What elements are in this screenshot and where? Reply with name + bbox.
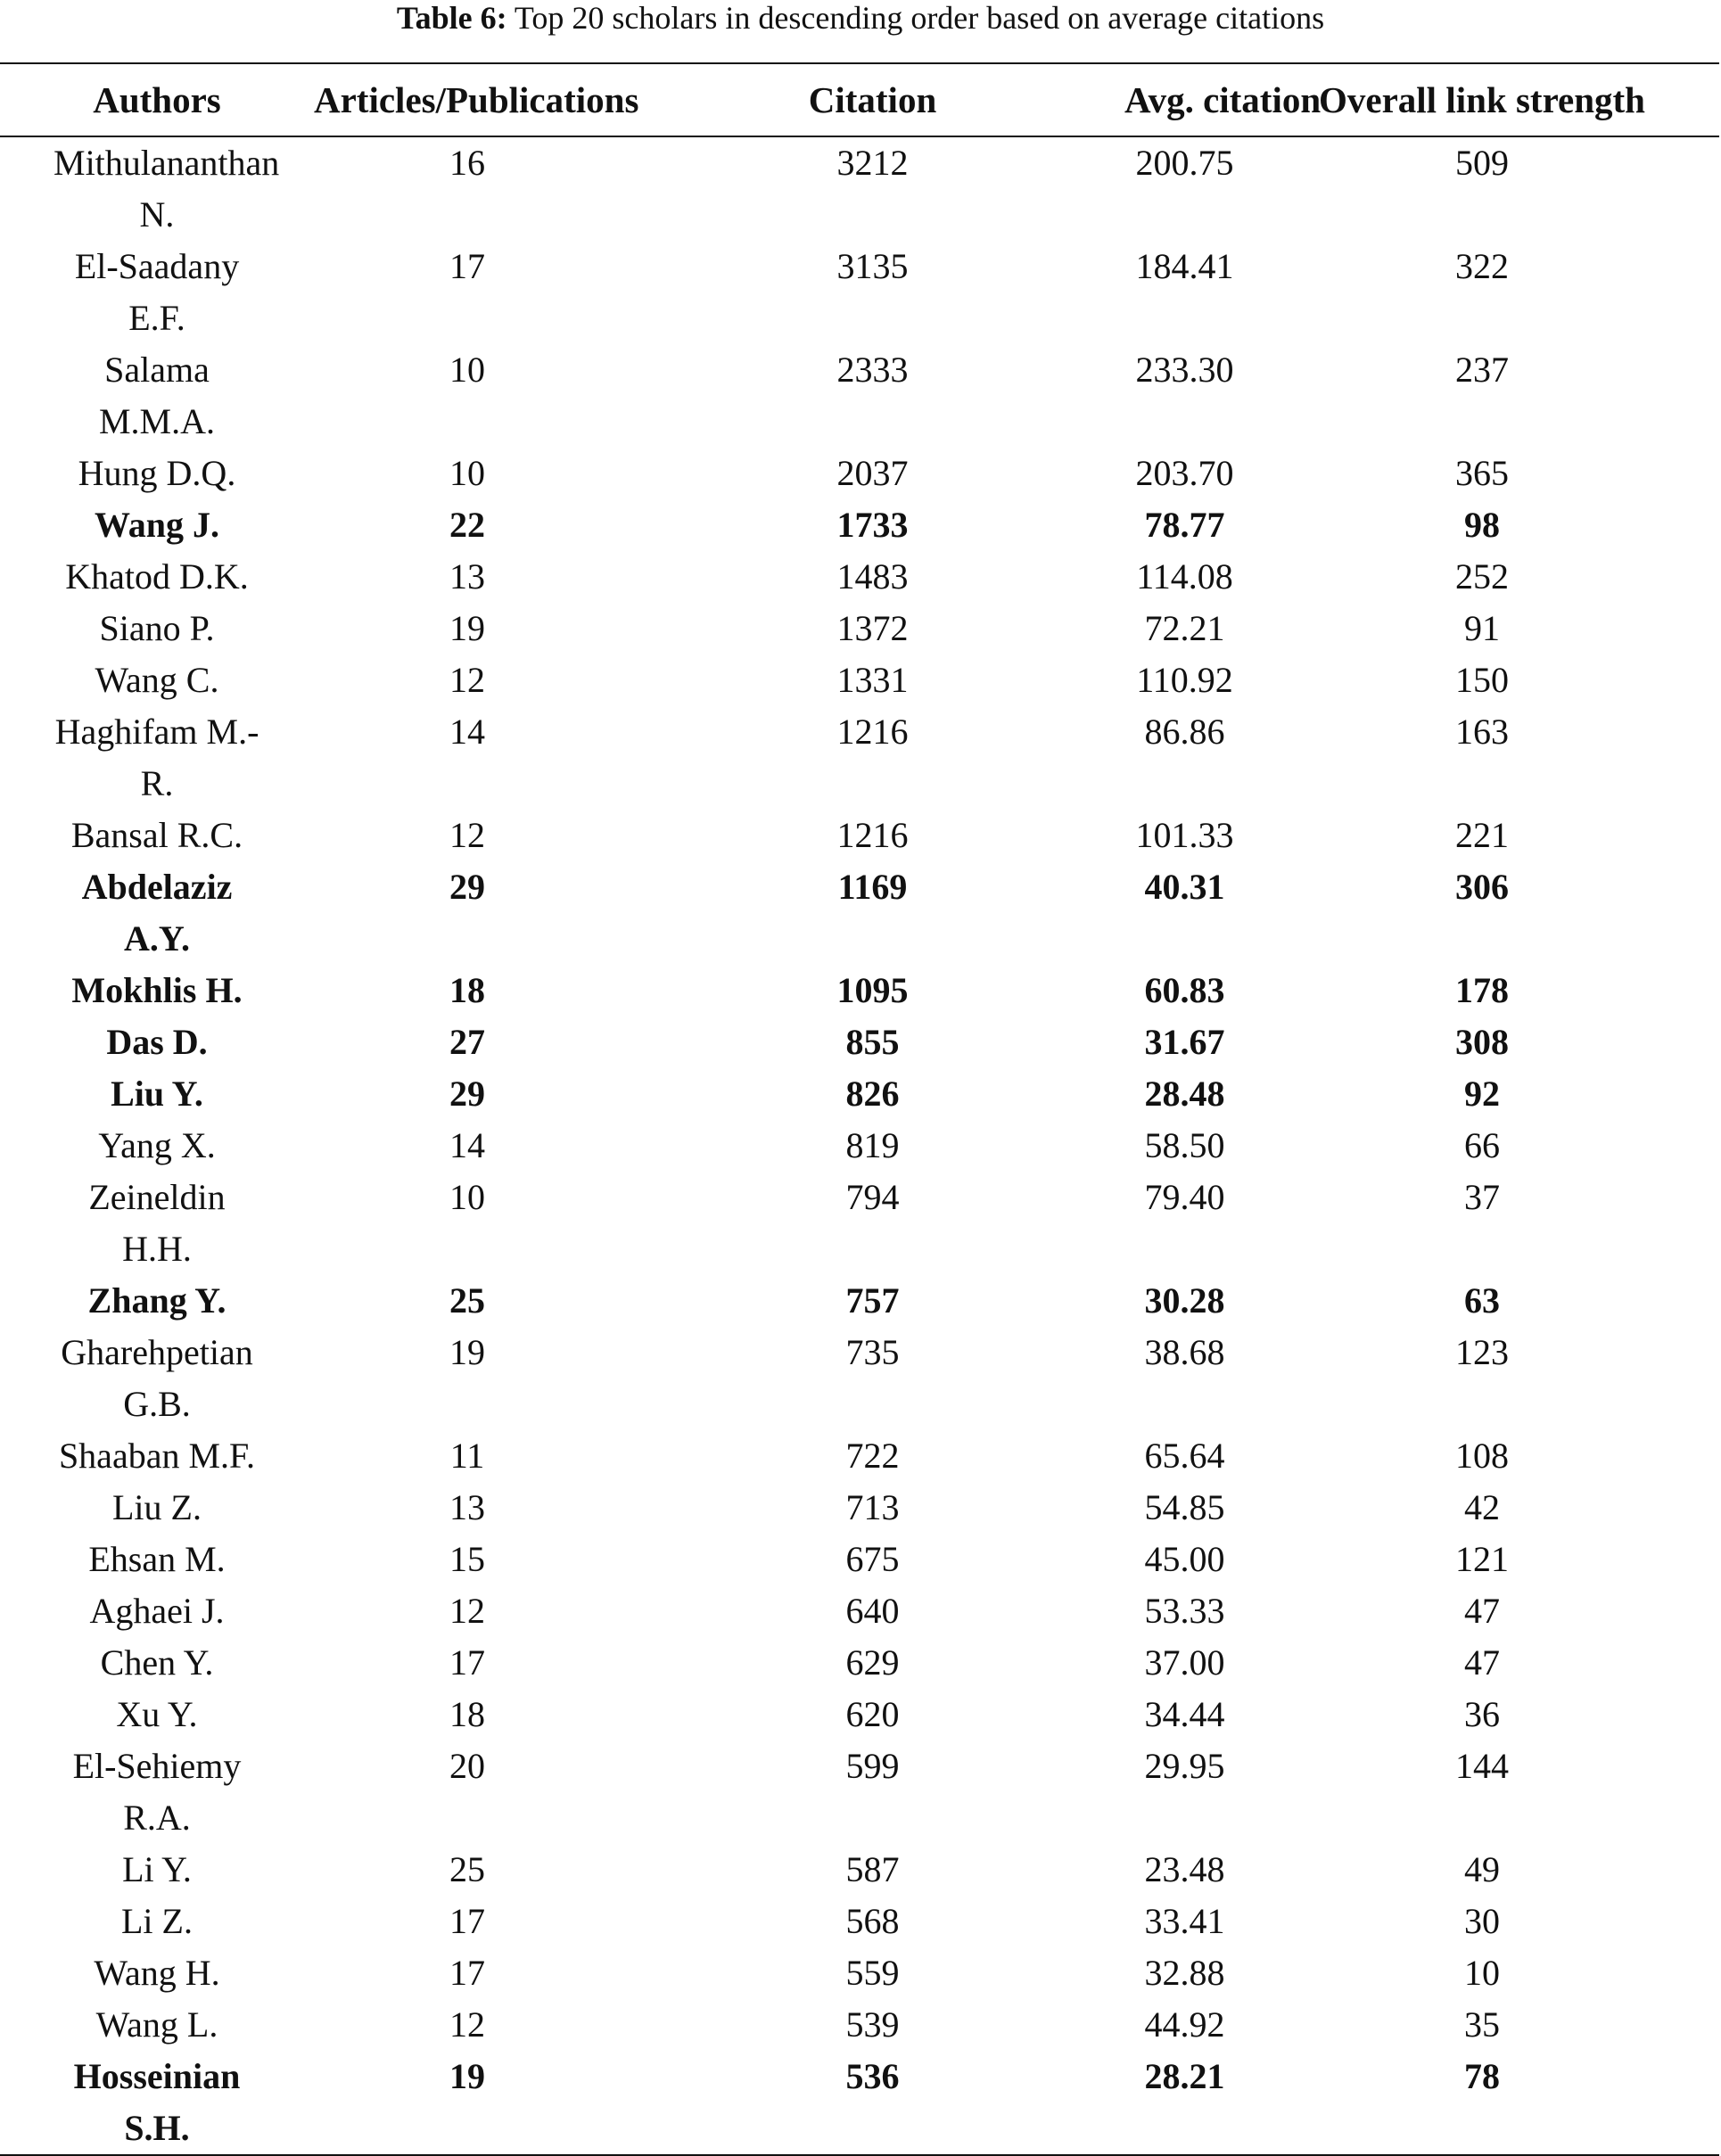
link-strength-cell: 221 xyxy=(1455,815,1509,855)
author-cell: Chen Y. xyxy=(100,1642,214,1683)
citation-cell: 722 xyxy=(845,1436,900,1476)
link-strength-cell: 42 xyxy=(1464,1487,1500,1527)
table-row xyxy=(0,1275,1719,1327)
table-row xyxy=(0,965,1719,1016)
avg-citation-cell: 72.21 xyxy=(1144,608,1225,648)
articles-cell: 17 xyxy=(449,1642,485,1683)
citation-cell: 2037 xyxy=(836,453,909,493)
author-cell: Mithulananthan N. xyxy=(54,143,280,235)
link-strength-cell: 144 xyxy=(1455,1746,1509,1786)
citation-cell: 713 xyxy=(845,1487,900,1527)
link-strength-cell: 509 xyxy=(1455,143,1509,183)
table-row xyxy=(0,1016,1719,1068)
articles-cell: 27 xyxy=(449,1022,485,1062)
author-cell: Hung D.Q. xyxy=(78,453,236,493)
citation-cell: 3135 xyxy=(836,246,909,286)
citation-cell: 794 xyxy=(845,1177,900,1217)
articles-cell: 10 xyxy=(449,453,485,493)
table-row xyxy=(0,1172,1719,1275)
citation-cell: 1483 xyxy=(836,556,909,597)
link-strength-cell: 150 xyxy=(1455,660,1509,700)
link-strength-cell: 365 xyxy=(1455,453,1509,493)
link-strength-cell: 306 xyxy=(1455,867,1509,907)
column-header-articles: Articles/Publications xyxy=(314,79,639,120)
author-cell: Liu Z. xyxy=(112,1487,202,1527)
author-cell: Wang H. xyxy=(94,1953,220,1993)
link-strength-cell: 178 xyxy=(1455,970,1509,1010)
citation-cell: 1095 xyxy=(836,970,909,1010)
table-row xyxy=(0,1585,1719,1637)
column-header-authors: Authors xyxy=(93,79,221,120)
avg-citation-cell: 78.77 xyxy=(1144,505,1225,545)
column-header-citation: Citation xyxy=(808,79,937,120)
avg-citation-cell: 28.21 xyxy=(1144,2056,1225,2096)
articles-cell: 12 xyxy=(449,815,485,855)
link-strength-cell: 123 xyxy=(1455,1332,1509,1372)
citation-cell: 819 xyxy=(845,1125,900,1165)
articles-cell: 12 xyxy=(449,2004,485,2045)
avg-citation-cell: 60.83 xyxy=(1144,970,1225,1010)
table-row xyxy=(0,654,1719,706)
articles-cell: 17 xyxy=(449,1953,485,1993)
table-row xyxy=(0,1430,1719,1482)
table-row xyxy=(0,706,1719,810)
avg-citation-cell: 29.95 xyxy=(1144,1746,1225,1786)
link-strength-cell: 47 xyxy=(1464,1642,1500,1683)
link-strength-cell: 98 xyxy=(1464,505,1500,545)
link-strength-cell: 10 xyxy=(1464,1953,1500,1993)
avg-citation-cell: 33.41 xyxy=(1144,1901,1225,1941)
link-strength-cell: 252 xyxy=(1455,556,1509,597)
link-strength-cell: 66 xyxy=(1464,1125,1500,1165)
link-strength-cell: 163 xyxy=(1455,712,1509,752)
table-row xyxy=(0,1534,1719,1585)
avg-citation-cell: 110.92 xyxy=(1136,660,1233,700)
link-strength-cell: 47 xyxy=(1464,1591,1500,1631)
author-cell: El-Saadany E.F. xyxy=(74,246,240,338)
link-strength-cell: 30 xyxy=(1464,1901,1500,1941)
author-cell: Haghifam M.-R. xyxy=(54,712,259,803)
link-strength-cell: 308 xyxy=(1455,1022,1509,1062)
articles-cell: 11 xyxy=(449,1436,485,1476)
articles-cell: 19 xyxy=(449,2056,485,2096)
articles-cell: 10 xyxy=(449,350,485,390)
articles-cell: 13 xyxy=(449,1487,485,1527)
table-row xyxy=(0,1947,1719,1999)
citation-cell: 559 xyxy=(845,1953,900,1993)
author-cell: Salama M.M.A. xyxy=(98,350,216,441)
articles-cell: 12 xyxy=(449,1591,485,1631)
scholars-table xyxy=(0,62,1719,2156)
citation-cell: 629 xyxy=(845,1642,900,1683)
avg-citation-cell: 34.44 xyxy=(1144,1694,1225,1734)
table-row xyxy=(0,603,1719,654)
table-row xyxy=(0,241,1719,344)
table-row xyxy=(0,1896,1719,1947)
table-row xyxy=(0,1327,1719,1430)
link-strength-cell: 237 xyxy=(1455,350,1509,390)
table-row xyxy=(0,1482,1719,1534)
avg-citation-cell: 203.70 xyxy=(1135,453,1234,493)
author-cell: Mokhlis H. xyxy=(71,970,243,1010)
column-header-avg-citation: Avg. citation xyxy=(1124,79,1322,120)
articles-cell: 17 xyxy=(449,246,485,286)
table-row xyxy=(0,1637,1719,1689)
author-cell: Ehsan M. xyxy=(88,1539,226,1579)
avg-citation-cell: 58.50 xyxy=(1144,1125,1225,1165)
citation-cell: 826 xyxy=(845,1074,900,1114)
table-row xyxy=(0,2051,1719,2155)
author-cell: El-Sehiemy R.A. xyxy=(72,1746,242,1838)
avg-citation-cell: 31.67 xyxy=(1144,1022,1225,1062)
author-cell: Bansal R.C. xyxy=(70,815,243,855)
articles-cell: 18 xyxy=(449,1694,485,1734)
header-row xyxy=(0,63,1719,136)
link-strength-cell: 37 xyxy=(1464,1177,1500,1217)
author-cell: Zhang Y. xyxy=(87,1280,226,1321)
link-strength-cell: 108 xyxy=(1455,1436,1509,1476)
articles-cell: 14 xyxy=(449,712,485,752)
citation-cell: 1216 xyxy=(836,712,909,752)
table-row xyxy=(0,499,1719,551)
table-row xyxy=(0,1068,1719,1120)
table-row xyxy=(0,861,1719,965)
citation-cell: 1216 xyxy=(836,815,909,855)
articles-cell: 14 xyxy=(449,1125,485,1165)
table-row xyxy=(0,344,1719,448)
table-row xyxy=(0,551,1719,603)
link-strength-cell: 36 xyxy=(1464,1694,1500,1734)
author-cell: Gharehpetian G.B. xyxy=(61,1332,253,1424)
avg-citation-cell: 32.88 xyxy=(1144,1953,1225,1993)
table-row xyxy=(0,1689,1719,1740)
avg-citation-cell: 45.00 xyxy=(1144,1539,1225,1579)
link-strength-cell: 63 xyxy=(1464,1280,1500,1321)
articles-cell: 20 xyxy=(449,1746,485,1786)
articles-cell: 29 xyxy=(449,1074,485,1114)
link-strength-cell: 35 xyxy=(1464,2004,1500,2045)
citation-cell: 1169 xyxy=(837,867,908,907)
articles-cell: 15 xyxy=(449,1539,485,1579)
link-strength-cell: 92 xyxy=(1464,1074,1500,1114)
author-cell: Siano P. xyxy=(99,608,215,648)
avg-citation-cell: 200.75 xyxy=(1135,143,1234,183)
citation-cell: 1331 xyxy=(836,660,909,700)
author-cell: Aghaei J. xyxy=(89,1591,225,1631)
link-strength-cell: 78 xyxy=(1464,2056,1500,2096)
citation-cell: 735 xyxy=(845,1332,900,1372)
avg-citation-cell: 184.41 xyxy=(1135,246,1234,286)
table-row xyxy=(0,136,1719,241)
author-cell: Abdelaziz A.Y. xyxy=(81,867,233,959)
avg-citation-cell: 53.33 xyxy=(1144,1591,1225,1631)
author-cell: Li Z. xyxy=(121,1901,193,1941)
citation-cell: 2333 xyxy=(836,350,909,390)
table-row xyxy=(0,1120,1719,1172)
articles-cell: 25 xyxy=(449,1280,485,1321)
citation-cell: 757 xyxy=(845,1280,900,1321)
avg-citation-cell: 54.85 xyxy=(1144,1487,1225,1527)
table-row xyxy=(0,1844,1719,1896)
author-cell: Wang L. xyxy=(95,2004,218,2045)
author-cell: Das D. xyxy=(106,1022,208,1062)
articles-cell: 13 xyxy=(449,556,485,597)
citation-cell: 1372 xyxy=(836,608,909,648)
table-row xyxy=(0,1999,1719,2051)
avg-citation-cell: 233.30 xyxy=(1135,350,1234,390)
author-cell: Liu Y. xyxy=(111,1074,203,1114)
author-cell: Xu Y. xyxy=(116,1694,198,1734)
articles-cell: 25 xyxy=(449,1849,485,1889)
avg-citation-cell: 40.31 xyxy=(1144,867,1225,907)
citation-cell: 599 xyxy=(845,1746,900,1786)
avg-citation-cell: 44.92 xyxy=(1144,2004,1225,2045)
caption-text: Top 20 scholars in descending order based on average citations xyxy=(514,0,1325,36)
avg-citation-cell: 101.33 xyxy=(1135,815,1234,855)
citation-cell: 3212 xyxy=(836,143,909,183)
link-strength-cell: 322 xyxy=(1455,246,1509,286)
table-row xyxy=(0,1740,1719,1844)
articles-cell: 19 xyxy=(449,608,485,648)
column-header-link-strength: Overall link strength xyxy=(1319,79,1645,120)
avg-citation-cell: 23.48 xyxy=(1144,1849,1225,1889)
link-strength-cell: 91 xyxy=(1464,608,1500,648)
author-cell: Wang J. xyxy=(94,505,220,545)
author-cell: Khatod D.K. xyxy=(65,556,249,597)
avg-citation-cell: 30.28 xyxy=(1144,1280,1225,1321)
articles-cell: 10 xyxy=(449,1177,485,1217)
author-cell: Hosseinian S.H. xyxy=(73,2056,241,2148)
avg-citation-cell: 38.68 xyxy=(1144,1332,1225,1372)
table-caption xyxy=(0,0,1721,36)
link-strength-cell: 121 xyxy=(1455,1539,1509,1579)
avg-citation-cell: 79.40 xyxy=(1144,1177,1225,1217)
author-cell: Zeineldin H.H. xyxy=(88,1177,226,1269)
citation-cell: 568 xyxy=(845,1901,900,1941)
author-cell: Li Y. xyxy=(122,1849,192,1889)
author-cell: Shaaban M.F. xyxy=(58,1436,256,1476)
avg-citation-cell: 65.64 xyxy=(1144,1436,1225,1476)
citation-cell: 675 xyxy=(845,1539,900,1579)
citation-cell: 539 xyxy=(845,2004,900,2045)
avg-citation-cell: 86.86 xyxy=(1144,712,1225,752)
table-body xyxy=(0,136,1719,2155)
articles-cell: 12 xyxy=(449,660,485,700)
avg-citation-cell: 28.48 xyxy=(1144,1074,1225,1114)
citation-cell: 640 xyxy=(845,1591,900,1631)
citation-cell: 1733 xyxy=(836,505,909,545)
citation-cell: 536 xyxy=(845,2056,900,2096)
author-cell: Yang X. xyxy=(98,1125,216,1165)
table-row xyxy=(0,810,1719,861)
citation-cell: 855 xyxy=(845,1022,900,1062)
avg-citation-cell: 114.08 xyxy=(1136,556,1233,597)
author-cell: Wang C. xyxy=(95,660,219,700)
avg-citation-cell: 37.00 xyxy=(1144,1642,1225,1683)
link-strength-cell: 49 xyxy=(1464,1849,1500,1889)
citation-cell: 587 xyxy=(845,1849,900,1889)
articles-cell: 29 xyxy=(449,867,485,907)
citation-cell: 620 xyxy=(845,1694,900,1734)
table-row xyxy=(0,448,1719,499)
articles-cell: 17 xyxy=(449,1901,485,1941)
articles-cell: 19 xyxy=(449,1332,485,1372)
articles-cell: 22 xyxy=(449,505,485,545)
articles-cell: 16 xyxy=(449,143,485,183)
articles-cell: 18 xyxy=(449,970,485,1010)
caption-label: Table 6: xyxy=(396,0,507,36)
